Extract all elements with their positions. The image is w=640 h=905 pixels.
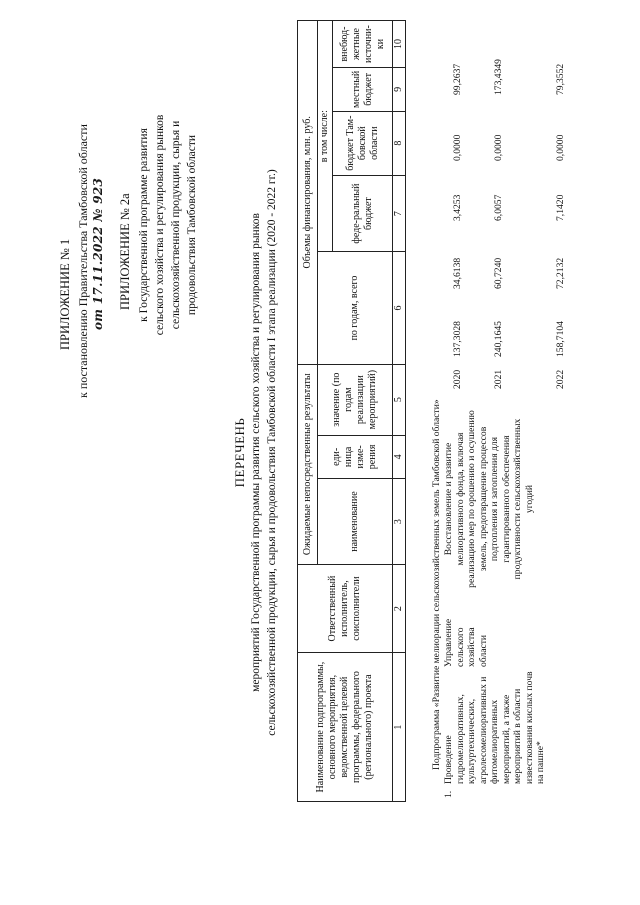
- row-regional: 6,0057: [493, 194, 504, 221]
- header-including: в том числе:: [318, 21, 333, 252]
- row-federal: 34,6138: [452, 257, 463, 289]
- header-funding: Объемы финансирования, млн. руб.: [298, 21, 318, 365]
- appendix-2-line: продовольствия Тамбовской области: [186, 134, 198, 316]
- appendix-2-line: сельского хозяйства и регулирования рынков: [154, 114, 166, 336]
- measures-table-header: [297, 20, 406, 802]
- decree-prefix: к постановлению Правительства Тамбовской области: [76, 124, 90, 398]
- header-by-year-total: по годам, всего: [318, 252, 393, 364]
- row-year: 2020: [452, 369, 463, 389]
- column-number: 6: [393, 252, 406, 364]
- decree-reference: [76, 124, 105, 398]
- appendix-1-heading: ПРИЛОЖЕНИЕ № 1: [58, 238, 72, 350]
- document-title: ПЕРЕЧЕНЬ: [232, 417, 247, 488]
- header-executor: Ответственный исполнитель, соисполнители: [298, 565, 393, 653]
- header-expected-results: Ожидаемые непосредственные результаты: [298, 364, 318, 564]
- subprogram-title: Подпрограмма «Развитие мелиорации сельскохозяйственных земель Тамбовской области»: [431, 399, 442, 770]
- row-total: 240,1645: [493, 321, 504, 357]
- column-number: 1: [393, 653, 406, 802]
- appendix-2-line: к Государственной программе развития: [138, 128, 150, 322]
- row-extrabudgetary: 79,3552: [555, 63, 566, 95]
- document-subtitle: мероприятий Государственной программы развития сельского хозяйства и регулирования рынков: [250, 213, 262, 692]
- header-value: значение (по годам реализации мероприятий): [318, 364, 393, 435]
- column-number: 2: [393, 565, 406, 653]
- row-regional: 7,1420: [555, 194, 566, 221]
- row-federal: 72,2132: [555, 257, 566, 289]
- header-federal: феде-ральный бюджет: [333, 175, 393, 252]
- row-total: 137,3028: [452, 321, 463, 357]
- column-number: 9: [393, 68, 406, 112]
- row-local: 0,0000: [555, 134, 566, 161]
- header-name: Наименование подпрограммы, основного мероприятия, ведомственной целевой программы, федерального (регионального) проекта: [298, 653, 393, 802]
- column-number: 4: [393, 435, 406, 479]
- column-number: 7: [393, 175, 406, 252]
- header-regional: бюджет Там-бовской области: [333, 111, 393, 175]
- appendix-2-heading: ПРИЛОЖЕНИЕ № 2а: [118, 193, 132, 310]
- row-year: 2022: [555, 369, 566, 389]
- header-local: местный бюджет: [333, 68, 393, 112]
- column-number: 10: [393, 21, 406, 68]
- row-regional: 3,4253: [452, 194, 463, 221]
- row-year: 2021: [493, 369, 504, 389]
- column-number: 8: [393, 111, 406, 175]
- appendix-2-line: сельскохозяйственной продукции, сырья и: [170, 120, 182, 330]
- header-unit: еди-ница изме-рения: [318, 435, 393, 479]
- header-extrabudgetary: внебюд-жетные источни-ки: [333, 21, 393, 68]
- row-executor: Управление сельского хозяйства области: [443, 618, 489, 667]
- decree-handwritten-number: от 17.11.2022 № 923: [91, 177, 105, 330]
- row-total: 158,7104: [555, 321, 566, 357]
- row-index: 1.: [443, 790, 454, 798]
- row-expected-result: Восстановление и развитие мелиоративного фонда, включая реализацию мер по орошению и осушению земель, предотвращение процессов подтопления и затопления для гарантированного обеспечения продуктивности сельскохозяйственных угодий: [443, 410, 535, 588]
- row-local: 0,0000: [493, 134, 504, 161]
- column-number: 5: [393, 364, 406, 435]
- row-extrabudgetary: 99,2637: [452, 63, 463, 95]
- row-federal: 60,7240: [493, 257, 504, 289]
- header-result-name: наименование: [318, 479, 393, 565]
- document-subtitle: сельскохозяйственной продукции, сырья и продовольствия Тамбовской области I этапа реализации (2020 - 2022 гг.): [266, 169, 278, 736]
- row-local: 0,0000: [452, 134, 463, 161]
- row-measure-name: Проведение гидромелиоративных, культуртехнических, агролесомелиоративных и фитомелиоративных мероприятий, а также мероприятий в области известкования кислых почв на пашне*: [443, 671, 546, 784]
- row-extrabudgetary: 173,4349: [493, 59, 504, 95]
- column-number: 3: [393, 479, 406, 565]
